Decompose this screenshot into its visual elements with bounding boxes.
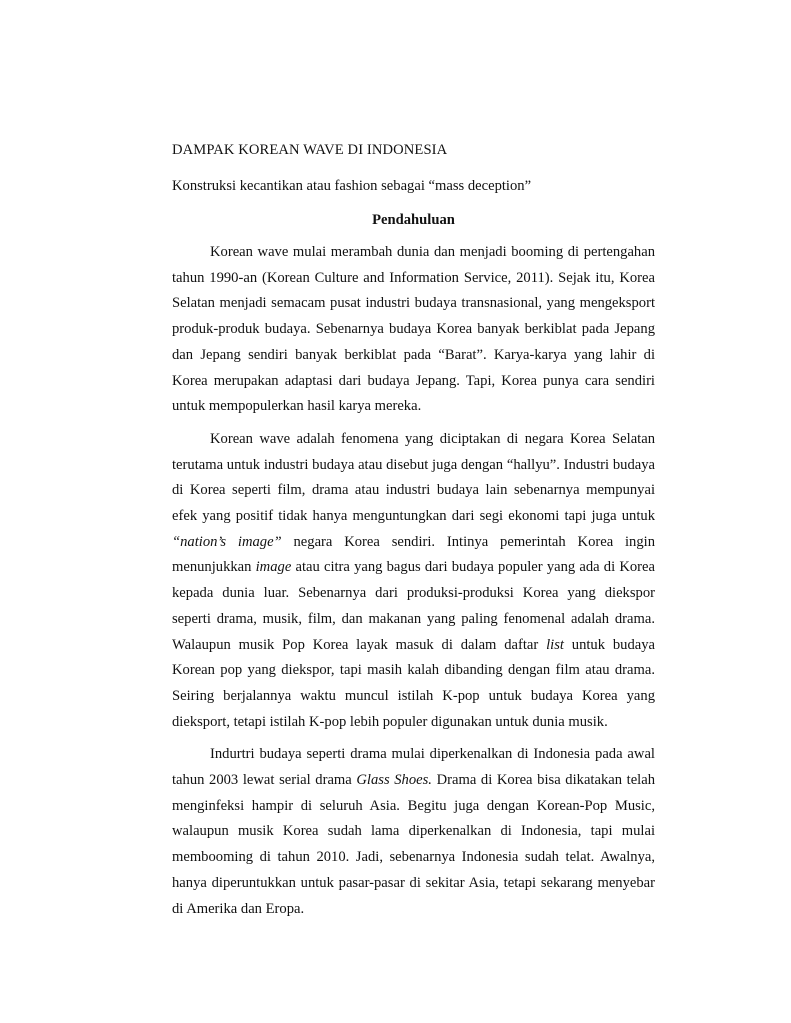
document-subtitle: Konstruksi kecantikan atau fashion sebagai “mass deception” [172, 178, 532, 194]
paragraph-2 [172, 427, 655, 735]
paragraph-2-text-c: atau citra yang bagus dari budaya populer yang ada di Korea kepada dunia luar. Sebenarnya dari produksi-produksi Korea yang diekspor seperti drama, musik, film, dan makanan yang paling fenomenal adalah drama. Walaupun musik Pop Korea layak masuk di dalam daftar [172, 559, 655, 653]
document-body [172, 140, 655, 929]
paragraph-3-text-b: Drama di Korea bisa dikatakan telah menginfeksi hampir di seluruh Asia. Begitu juga dengan Korean-Pop Music, walaupun musik Korea sudah lama diperkenalkan di Indonesia, tapi mulai membooming di tahun 2010. Jadi, sebenarnya Indonesia sudah telat. Awalnya, hanya diperuntukkan untuk pasar-pasar di sekitar Asia, tetapi sekarang menyebar di Amerika dan Eropa. [172, 772, 656, 917]
paragraph-1 [172, 240, 655, 420]
italic-term-glass-shoes: Glass Shoes. [356, 772, 432, 789]
paragraph-2-text-b: negara Korea sendiri. Intinya pemerintah Korea ingin menunjukkan [172, 533, 656, 576]
italic-term-nations-image: “nation’s image” [172, 533, 282, 550]
section-heading: Pendahuluan [372, 212, 455, 228]
paragraph-1-text: Korean wave mulai merambah dunia dan menjadi booming di pertengahan tahun 1990-an (Korean Culture and Information Service, 2011). Sejak itu, Korea Selatan menjadi semacam pusat industri budaya transnasional, yang mengeksport produk-produk budaya. Sebenarnya budaya Korea banyak berkiblat pada Jepang dan Jepang sendiri banyak berkiblat pada “Barat”. Karya-karya yang lahir di Korea merupakan adaptasi dari budaya Jepang. Tapi, Korea punya cara sendiri untuk mempopulerkan hasil karya mereka. [172, 244, 655, 415]
paragraph-2-text-d: untuk budaya Korean pop yang diekspor, tapi masih kalah dibanding dengan film atau drama. Seiring berjalannya waktu muncul istilah K-pop untuk budaya Korea yang dieksport, tetapi istilah K-pop lebih populer digunakan untuk dunia musik. [172, 636, 655, 730]
italic-term-list: list [546, 636, 564, 653]
paragraph-2-text-a: Korean wave adalah fenomena yang diciptakan di negara Korea Selatan terutama untuk industri budaya atau disebut juga dengan “hallyu”. Industri budaya di Korea seperti film, drama atau industri budaya lain sebenarnya mempunyai efek yang positif tidak hanya menguntungkan dari segi ekonomi tapi juga untuk [172, 430, 655, 525]
paragraph-3-text-a: Indurtri budaya seperti drama mulai diperkenalkan di Indonesia pada awal tahun 2003 lewat serial drama [172, 746, 655, 789]
document-title: DAMPAK KOREAN WAVE DI INDONESIA [172, 142, 448, 158]
italic-term-image: image [255, 559, 292, 576]
paragraph-3 [172, 742, 655, 922]
